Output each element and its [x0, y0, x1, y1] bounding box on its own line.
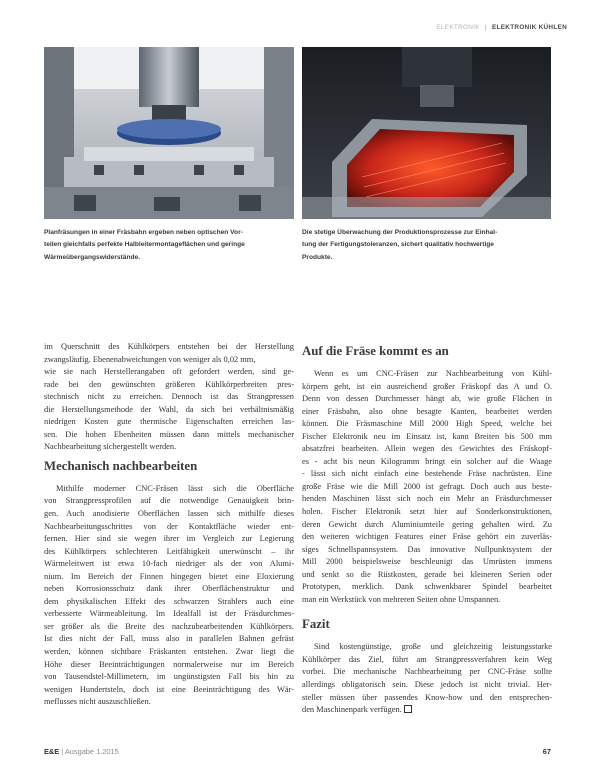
- body-line: können. Die Fräsmaschine Mill 2000 High Speed, welche bei: [302, 419, 552, 429]
- body-line: Prototypen, merklich. Dank schwenkbarer Spindel bearbeitet: [302, 582, 552, 592]
- caption-line: tung der Fertigungstoleranzen, sichert qualitativ hochwertige: [302, 241, 494, 249]
- caption-right: [302, 227, 548, 264]
- body-line: siges Schnellspannsystem. Das innovative Nullpunktsystem der: [302, 544, 552, 554]
- caption-line: Produkte.: [302, 253, 333, 261]
- section-heading-fazit: Fazit: [302, 617, 330, 632]
- body-line: rade bei den gewünschten größeren Kühlkörperbreiten pres-: [44, 379, 294, 389]
- caption-left: [44, 227, 290, 264]
- caption-line: teilen gleichfalls perfekte Halbleitermontageflächen und geringe: [44, 241, 245, 249]
- body-line: wenigen Hundertsteln, doch ist eine Beeinträchtigung des Wär-: [44, 684, 294, 694]
- body-line: wie sie nach Herstellerangaben oft gefordert werden, sind ge-: [44, 367, 294, 377]
- page-number: 67: [542, 747, 551, 756]
- footer-brand: E&E: [44, 747, 60, 756]
- footer-publication: [44, 747, 119, 756]
- footer-issue: Ausgabe 1.2015: [64, 747, 119, 756]
- heatsink-milling-photo: [302, 47, 551, 219]
- body-line: Nachbearbeitungsschrittes von der Kontaktfläche wieder ent-: [44, 521, 294, 531]
- section-heading-fraese: Auf die Fräse kommt es an: [302, 344, 449, 358]
- body-line: absatzfrei bearbeiten. Allein wegen des Gewichtes des Fräskopf-: [302, 444, 552, 454]
- body-line: und senkt so die Rüstkosten, gerade bei kleineren Serien oder: [302, 569, 552, 579]
- body-line: meflusses nicht auszuschließen.: [44, 697, 151, 707]
- body-line: stechnisch nicht zu erreichen. Dennoch ist das Strangpressen: [44, 392, 294, 402]
- body-line: zwangsläufig. Ebenenabweichungen von weniger als 0,02 mm,: [44, 354, 256, 364]
- body-line: sen. Die hohen Ebenheiten müssen dann mittels mechanischer: [44, 429, 294, 439]
- caption-line: Wärmeübergangswiderstände.: [44, 253, 140, 261]
- body-line: verbesserte Wärmeableitung. Im Idealfall ist der Fräsdurchmes-: [44, 609, 294, 619]
- body-line: dem physikalischen Effekt des schwarzen Strahlers auch eine: [44, 596, 294, 606]
- body-line: einer Fräsbahn, also ohne besagte Kanten, bearbeitet werden: [302, 406, 552, 416]
- body-line: große Fräse wie die Mill 2000 ist gefragt. Doch auch aus beste-: [302, 481, 552, 491]
- body-line: fernen. Hier sind sie wegen ihrer im Vergleich zur Legierung: [44, 534, 294, 544]
- body-line: man ein Werkstück von mehreren Seiten ohne Umspannen.: [302, 594, 501, 604]
- body-line: nium. Im Bereich der Finnen hingegen bietet eine Eloxierung: [44, 571, 294, 581]
- caption-line: Die stetige Überwachung der Produktionsprozesse zur Einhal-: [302, 229, 498, 236]
- cnc-milling-machine-photo: [44, 47, 294, 219]
- body-line: holen. Fischer Elektronik setzt hier auf Sonderkonstruktionen,: [302, 507, 552, 517]
- body-line: Wärmeleitwert ist etwa 10-fach niedriger als der von Alumi-: [44, 559, 294, 569]
- body-line: im Querschnitt des Kühlkörpers entstehen bei der Herstellung: [44, 342, 294, 351]
- body-line: Sind kostengünstige, große und gleichzeitig leistungsstarke: [314, 642, 552, 652]
- body-line: steller müssen über passendes Know-how und den entsprechen-: [302, 692, 552, 702]
- body-line: die Herstellungsmethode der Wahl, da sich bei verhältnismäßig: [44, 404, 294, 414]
- body-line-text: den Maschinenpark verfügen.: [302, 705, 402, 715]
- body-line: allerdings obligatorisch sein. Diese jedoch ist nicht trivial. Her-: [302, 680, 552, 690]
- header-section-left: ELEKTRONIK: [436, 24, 480, 31]
- body-line: den weiteren wichtigen Features einer Fräse gehört ein zuverläs-: [302, 532, 552, 542]
- body-line: deren Gewicht durch Aluminiumteile gering gehalten wird. Zu: [302, 519, 552, 529]
- footer-separator: |: [61, 747, 65, 756]
- header-section-title: ELEKTRONIK KÜHLEN: [491, 24, 567, 31]
- body-line: Höhe dieser Beeinträchtigungen normalerweise nur im Bereich: [44, 659, 294, 669]
- body-line: es - acht bis neun Kilogramm bringt ein solcher auf die Waage: [302, 456, 552, 466]
- body-line: Nachbearbeitung sichergestellt werden.: [44, 442, 177, 452]
- running-header: [436, 24, 567, 31]
- body-line: Denn von dessen Durchmesser hängt ab, wie große Flächen in: [302, 394, 552, 404]
- body-line: Ist dies nicht der Fall, muss also in parallelen Bahnen gefräst: [44, 634, 294, 644]
- body-line: werden, können sichtbare Fräskanten entstehen. Zwar liegt die: [44, 647, 294, 657]
- body-line: Fischer Elektronik neu im Einsatz ist, kann Breiten bis 500 mm: [302, 431, 552, 441]
- body-line: Mill 2000 beispielsweise beschleunigt das Umrüsten immens: [302, 557, 552, 567]
- left-text-column: [44, 341, 294, 709]
- body-line: ser größer als die Breite des nachzubearbeitenden Kühlkörpers.: [44, 621, 294, 631]
- body-line: - lässt sich nicht einfach eine bestehende Fräse nachrüsten. Eine: [302, 469, 552, 479]
- body-line: neben Korrosionsschutz dank ihrer Oberflächenstruktur und: [44, 584, 294, 594]
- body-line: körpern geht, ist ein ausreichend großer Fräskopf das A und O.: [302, 381, 552, 391]
- body-line: Mithilfe moderner CNC-Fräsen lässt sich die Oberfläche: [56, 483, 294, 493]
- body-line: von Strangpressprofilen auf die notwendige Genauigkeit brin-: [44, 496, 294, 506]
- body-line: Kühlkörper das Ziel, führt am Strangpressverfahren kein Weg: [302, 654, 552, 664]
- body-line: Wenn es um CNC-Fräsen zur Nachbearbeitung von Kühl-: [314, 369, 552, 378]
- caption-line: Planfräsungen in einer Fräsbahn ergeben neben optischen Vor-: [44, 229, 243, 236]
- section-heading-mechanisch: Mechanisch nachbearbeiten: [44, 458, 198, 473]
- body-line: vorbei. Die mechanische Nachbearbeitung per CNC-Fräse sollte: [302, 667, 552, 677]
- end-of-article-icon: [404, 705, 412, 713]
- header-separator: |: [484, 24, 487, 31]
- body-line: henden Maschinen lässt sich noch ein Mehr an Fräsdurchmesser: [302, 494, 552, 504]
- body-line: gen. Auch anodisierte Oberflächen lassen sich mithilfe dieses: [44, 509, 294, 519]
- body-line: [302, 704, 552, 717]
- right-text-column: [302, 343, 552, 717]
- body-line: des Kühlkörpers schlechteren Leitfähigkeit unerwünscht – ihr: [44, 546, 294, 556]
- body-line: von Tausendstel-Millimetern, im ungünstigsten Fall bis hin zu: [44, 672, 294, 682]
- body-line: niedrigen Kosten gute thermische Eigenschaften erreichen las-: [44, 417, 294, 427]
